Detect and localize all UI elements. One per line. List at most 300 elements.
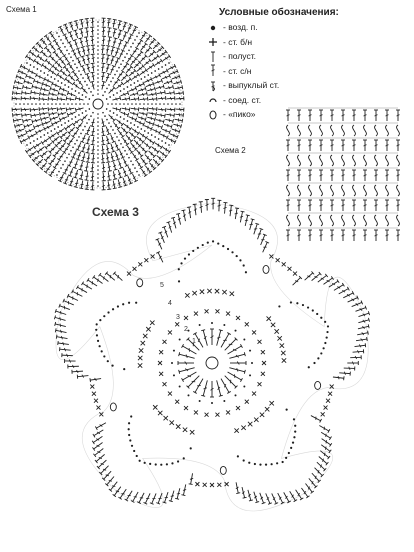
single-crochet-cross bbox=[222, 290, 226, 294]
gap-cross bbox=[151, 254, 155, 258]
scheme2-stitch bbox=[385, 140, 389, 151]
scheme1-stitch bbox=[118, 149, 125, 158]
petal-chain-dot bbox=[227, 248, 229, 250]
scheme2-stitch bbox=[363, 140, 367, 151]
petal-edge-stitch bbox=[156, 238, 164, 250]
scheme1-stitch bbox=[114, 151, 120, 160]
ring-cross bbox=[215, 413, 219, 417]
scheme1-stitch bbox=[165, 85, 174, 91]
scheme1-stitch bbox=[48, 97, 56, 102]
scheme1-stitch bbox=[139, 111, 148, 117]
scheme1-stitch bbox=[101, 18, 106, 26]
petal-chain-dot bbox=[166, 463, 168, 465]
petal-edge-stitch bbox=[276, 492, 285, 504]
scheme1-stitch bbox=[73, 160, 79, 169]
petal-edge-stitch bbox=[93, 428, 104, 437]
petal-chain-dot bbox=[101, 350, 103, 352]
scheme1-stitch bbox=[24, 79, 33, 85]
scheme1-stitch bbox=[80, 134, 87, 143]
gap-cross bbox=[127, 272, 131, 276]
scheme1-stitch bbox=[107, 86, 115, 94]
scheme2-stitch bbox=[297, 110, 301, 121]
petal-chain-dot bbox=[236, 255, 238, 257]
raised-stitch-icon bbox=[205, 79, 221, 92]
scheme1-stitch bbox=[154, 79, 163, 85]
scheme1-stitch bbox=[106, 28, 111, 37]
gap-cross bbox=[269, 254, 273, 258]
scheme1-stitch bbox=[63, 175, 70, 184]
scheme2-stitch bbox=[320, 125, 323, 136]
petal-edge-stitch bbox=[95, 421, 107, 430]
single-crochet-cross bbox=[146, 327, 150, 331]
scheme1-stitch bbox=[128, 115, 137, 122]
scheme1-stitch bbox=[30, 107, 38, 112]
scheme1-stitch bbox=[28, 132, 37, 139]
scheme2-stitch bbox=[330, 170, 334, 181]
gap-cross bbox=[94, 399, 98, 403]
scheme1-stitch bbox=[25, 55, 34, 63]
petal-chain-dot bbox=[237, 455, 239, 457]
petal-chain-dot bbox=[128, 302, 130, 304]
scheme1-stitch bbox=[85, 135, 91, 144]
scheme1-stitch bbox=[90, 27, 95, 35]
petal-edge-stitch bbox=[233, 208, 239, 219]
single-crochet-cross bbox=[267, 316, 271, 320]
scheme1-stitch bbox=[73, 169, 79, 178]
petal-chain-dot bbox=[312, 309, 314, 311]
petal-chain-dot bbox=[130, 415, 132, 417]
scheme1-stitch bbox=[85, 126, 91, 135]
petal-edge-stitch bbox=[347, 296, 359, 304]
petal-chain-dot bbox=[97, 340, 99, 342]
center-chain-dot bbox=[173, 350, 175, 352]
petal-chain-dot bbox=[133, 450, 135, 452]
center-chain-dot bbox=[179, 386, 181, 388]
scheme1-stitch bbox=[148, 111, 157, 116]
petal-chain-dot bbox=[99, 345, 101, 347]
petal-chain-dot bbox=[326, 331, 328, 333]
ring-cross bbox=[175, 322, 179, 326]
scheme1-stitch bbox=[12, 112, 20, 117]
scheme1-stitch bbox=[36, 128, 45, 135]
scheme1-stitch bbox=[109, 56, 115, 65]
scheme2-stitch bbox=[364, 185, 367, 196]
petal-chain-dot bbox=[231, 251, 233, 253]
petal-chain-dot bbox=[323, 347, 325, 349]
scheme1-stitch bbox=[29, 150, 38, 158]
scheme1-stitch bbox=[53, 39, 61, 48]
scheme1-diagram bbox=[8, 14, 188, 194]
petal-edge-stitch bbox=[189, 473, 195, 485]
scheme2-stitch bbox=[308, 110, 312, 121]
petal-chain-dot bbox=[324, 321, 326, 323]
petal-chain-dot bbox=[313, 362, 315, 364]
scheme1-stitch bbox=[76, 142, 83, 151]
petal-chain-dot bbox=[112, 308, 114, 310]
scheme1-stitch bbox=[24, 122, 33, 128]
scheme2-stitch bbox=[363, 110, 367, 121]
scheme1-stitch bbox=[139, 145, 147, 153]
scheme2-stitch bbox=[397, 155, 400, 166]
petal-edge-stitch bbox=[339, 371, 350, 376]
petal-edge-stitch bbox=[252, 223, 259, 235]
scheme1-stitch bbox=[71, 50, 78, 59]
petal-chain-dot bbox=[285, 457, 287, 459]
scheme2-stitch bbox=[386, 125, 389, 136]
petal-edge-stitch bbox=[310, 472, 320, 483]
petal-chain-dot bbox=[271, 463, 273, 465]
scheme1-stitch bbox=[68, 22, 74, 31]
petal-chain-dot bbox=[245, 271, 247, 273]
center-chain-dot bbox=[187, 394, 189, 396]
petal-edge-stitch bbox=[240, 487, 246, 499]
scheme1-stitch bbox=[126, 165, 133, 174]
scheme1-stitch bbox=[157, 90, 166, 95]
scheme1-stitch bbox=[146, 63, 155, 71]
scheme1-stitch bbox=[169, 132, 178, 139]
scheme1-stitch bbox=[67, 62, 75, 71]
scheme1-stitch bbox=[159, 132, 168, 139]
scheme2-stitch bbox=[385, 110, 389, 121]
scheme1-stitch bbox=[48, 106, 56, 111]
petal-chain-dot bbox=[123, 368, 125, 370]
scheme1-stitch bbox=[81, 153, 87, 162]
ring-cross bbox=[245, 400, 249, 404]
gap-cross bbox=[225, 482, 229, 486]
petal-edge-stitch bbox=[171, 217, 178, 229]
scheme1-stitch bbox=[36, 73, 45, 80]
scheme1-stitch bbox=[101, 36, 106, 44]
scheme1-stitch bbox=[13, 117, 22, 122]
petal-chain-dot bbox=[286, 409, 288, 411]
single-crochet-cross bbox=[139, 348, 143, 352]
petal-chain-dot bbox=[278, 305, 280, 307]
scheme1-stitch bbox=[81, 56, 87, 65]
scheme1-stitch bbox=[139, 92, 148, 98]
legend-row bbox=[205, 64, 410, 79]
ring-cross bbox=[261, 372, 265, 376]
petal-edge-stitch bbox=[187, 207, 193, 218]
single-crochet-cross bbox=[271, 323, 275, 327]
scheme2-stitch bbox=[353, 185, 356, 196]
scheme1-stitch bbox=[140, 106, 148, 111]
scheme1-stitch bbox=[137, 87, 146, 93]
petal-edge-stitch bbox=[156, 252, 164, 264]
petal-edge-stitch bbox=[56, 335, 68, 341]
petal-chain-dot bbox=[259, 464, 261, 466]
scheme1-stitch bbox=[101, 164, 106, 172]
scheme1-stitch bbox=[154, 59, 163, 67]
single-crochet-cross bbox=[185, 293, 189, 297]
scheme1-divider bbox=[97, 113, 99, 187]
petal-edge-stitch bbox=[159, 232, 167, 244]
scheme2-stitch bbox=[342, 155, 345, 166]
petal-edge-stitch bbox=[358, 324, 370, 330]
scheme1-stitch bbox=[149, 106, 157, 111]
legend-row bbox=[205, 78, 410, 93]
petal-chain-dot bbox=[95, 329, 97, 331]
scheme1-stitch bbox=[57, 97, 65, 102]
scheme1-stitch bbox=[28, 69, 37, 76]
scheme1-stitch bbox=[128, 86, 137, 93]
scheme1-stitch bbox=[49, 111, 58, 117]
scheme1-stitch bbox=[18, 132, 27, 139]
scheme1-stitch bbox=[135, 149, 143, 158]
scheme1-stitch bbox=[106, 172, 111, 181]
petal-edge-stitch bbox=[166, 222, 173, 234]
scheme1-stitch bbox=[31, 90, 40, 95]
scheme1-stitch bbox=[167, 107, 175, 112]
scheme1-stitch bbox=[60, 131, 69, 139]
scheme1-stitch bbox=[109, 65, 116, 74]
petal-edge-stitch bbox=[243, 215, 249, 227]
scheme2-stitch bbox=[320, 155, 323, 166]
scheme1-stitch bbox=[116, 179, 122, 188]
scheme1-stitch bbox=[139, 55, 147, 63]
petal-edge-stitch bbox=[175, 488, 182, 500]
scheme1-divider bbox=[15, 103, 89, 105]
scheme1-stitch bbox=[78, 161, 84, 170]
scheme1-divider bbox=[107, 103, 181, 105]
single-crochet-cross bbox=[234, 428, 238, 432]
scheme1-stitch bbox=[105, 154, 110, 163]
scheme1-stitch bbox=[39, 106, 47, 111]
scheme1-stitch bbox=[121, 167, 128, 176]
scheme1-stitch bbox=[169, 69, 178, 76]
scheme1-stitch bbox=[76, 151, 82, 160]
scheme2-stitch bbox=[331, 125, 334, 136]
petal-chain-dot bbox=[107, 311, 109, 313]
gap-cross bbox=[287, 267, 291, 271]
petal-chain-dot bbox=[131, 445, 133, 447]
scheme1-stitch bbox=[105, 46, 110, 55]
scheme1-stitch bbox=[137, 115, 146, 121]
scheme1-stitch bbox=[48, 43, 56, 52]
scheme1-stitch bbox=[100, 136, 105, 144]
scheme2-stitch bbox=[352, 170, 356, 181]
scheme1-stitch bbox=[71, 70, 79, 79]
scheme2-stitch bbox=[363, 170, 367, 181]
scheme1-stitch bbox=[68, 32, 75, 41]
scheme1-stitch bbox=[140, 97, 148, 102]
center-chain-dot bbox=[211, 402, 213, 404]
scheme1-stitch bbox=[85, 64, 91, 73]
center-chain-dot bbox=[199, 324, 201, 326]
petal-edge-stitch bbox=[109, 480, 119, 491]
scheme1-stitch bbox=[40, 115, 49, 121]
ring-cross bbox=[159, 350, 163, 354]
scheme1-stitch bbox=[101, 173, 106, 181]
scheme1-stitch bbox=[14, 80, 23, 86]
ring-cross bbox=[252, 330, 256, 334]
scheme1-stitch bbox=[116, 169, 122, 178]
scheme1-stitch bbox=[85, 18, 90, 26]
scheme1-stitch bbox=[39, 97, 47, 102]
petal-edge-stitch bbox=[102, 470, 112, 481]
petal-chain-dot bbox=[307, 306, 309, 308]
scheme2-stitch bbox=[353, 155, 356, 166]
scheme2-stitch bbox=[298, 155, 301, 166]
scheme1-stitch bbox=[162, 146, 171, 154]
single-crochet-cross bbox=[164, 416, 168, 420]
scheme1-stitch bbox=[109, 153, 115, 162]
scheme1-stitch bbox=[105, 145, 111, 154]
gap-cross bbox=[293, 272, 297, 276]
single-crochet-cross bbox=[170, 420, 174, 424]
scheme1-stitch bbox=[117, 129, 125, 138]
petal-edge-stitch bbox=[63, 299, 75, 307]
center-chain-dot bbox=[235, 394, 237, 396]
petal-edge-stitch bbox=[77, 374, 88, 379]
ring-cross bbox=[184, 406, 188, 410]
petal-chain-dot bbox=[324, 342, 326, 344]
petal-edge-stitch bbox=[248, 219, 255, 231]
petal-chain-dot bbox=[178, 268, 180, 270]
single-crochet-cross bbox=[153, 405, 157, 409]
petal-edge-stitch bbox=[55, 322, 67, 329]
petal-edge-stitch bbox=[258, 492, 266, 504]
scheme1-stitch bbox=[135, 160, 143, 169]
scheme1-stitch bbox=[126, 145, 134, 154]
center-stitch bbox=[201, 330, 209, 346]
scheme1-stitch bbox=[130, 106, 138, 111]
scheme1-stitch bbox=[50, 115, 59, 121]
scheme1-stitch bbox=[90, 18, 95, 26]
ring-cross bbox=[168, 392, 172, 396]
petal-chain-dot bbox=[136, 455, 138, 457]
scheme1-stitch bbox=[49, 55, 57, 63]
petal-edge-stitch bbox=[205, 199, 209, 210]
single-crochet-cross bbox=[275, 329, 279, 333]
scheme1-stitch bbox=[121, 32, 128, 41]
scheme1-stitch bbox=[53, 51, 61, 60]
scheme2-stitch bbox=[386, 185, 389, 196]
scheme1-stitch bbox=[71, 149, 78, 158]
petal-chain-dot bbox=[265, 464, 267, 466]
scheme2-stitch bbox=[375, 185, 378, 196]
scheme1-stitch bbox=[100, 54, 105, 62]
petal-chain-dot bbox=[192, 250, 194, 252]
scheme1-stitch bbox=[120, 110, 129, 116]
scheme2-stitch bbox=[385, 170, 389, 181]
petal-edge-stitch bbox=[350, 355, 361, 359]
ring-cross bbox=[175, 400, 179, 404]
scheme1-stitch bbox=[122, 158, 129, 167]
scheme1-stitch bbox=[22, 117, 31, 123]
scheme2-stitch bbox=[341, 140, 345, 151]
gap-cross bbox=[195, 482, 199, 486]
scheme1-stitch bbox=[90, 173, 95, 181]
scheme1-stitch bbox=[111, 28, 117, 37]
scheme1-stitch bbox=[59, 115, 68, 122]
scheme1-stitch bbox=[44, 46, 52, 55]
scheme2-stitch bbox=[342, 185, 345, 196]
scheme1-stitch bbox=[111, 180, 116, 189]
single-crochet-cross bbox=[265, 407, 269, 411]
gap-cross bbox=[321, 412, 325, 416]
petal-edge-stitch bbox=[238, 211, 244, 223]
scheme2-stitch bbox=[298, 125, 301, 136]
center-stitch bbox=[215, 380, 223, 396]
scheme1-stitch bbox=[52, 119, 61, 126]
scheme1-stitch bbox=[52, 135, 61, 143]
scheme1-stitch bbox=[131, 73, 140, 81]
gap-cross bbox=[326, 399, 330, 403]
scheme1-stitch bbox=[14, 122, 23, 128]
gap-cross bbox=[328, 392, 332, 396]
center-chain-dot bbox=[223, 400, 225, 402]
ring-cross bbox=[262, 361, 266, 365]
scheme1-stitch bbox=[136, 65, 145, 73]
gap-cross bbox=[282, 262, 286, 266]
scheme1-stitch bbox=[167, 137, 176, 144]
scheme1-stitch bbox=[100, 72, 105, 81]
petal-chain-dot bbox=[103, 315, 105, 317]
petal-chain-dot bbox=[128, 422, 130, 424]
scheme1-stitch bbox=[151, 54, 160, 62]
petal-edge-stitch bbox=[105, 475, 115, 486]
petal-chain-dot bbox=[188, 253, 190, 255]
petal-chain-dot bbox=[217, 242, 219, 244]
scheme1-stitch bbox=[42, 120, 51, 126]
center-chain-dot bbox=[235, 330, 237, 332]
scheme1-stitch bbox=[129, 91, 138, 97]
scheme1-stitch bbox=[155, 84, 164, 90]
scheme2-stitch bbox=[319, 110, 323, 121]
scheme1-stitch bbox=[121, 137, 129, 146]
scheme1-stitch bbox=[49, 31, 57, 40]
ring-cross bbox=[159, 372, 163, 376]
scheme1-stitch bbox=[49, 92, 58, 98]
ring-cross bbox=[194, 410, 198, 414]
scheme1-stitch bbox=[148, 92, 157, 97]
scheme1-stitch bbox=[40, 149, 49, 157]
petal-edge-stitch bbox=[288, 490, 297, 501]
ring-cross bbox=[258, 340, 262, 344]
scheme1-stitch bbox=[158, 107, 166, 112]
scheme2-stitch bbox=[353, 125, 356, 136]
scheme1-stitch bbox=[161, 74, 170, 81]
petal-edge-stitch bbox=[344, 366, 355, 370]
scheme1-stitch bbox=[66, 106, 75, 111]
scheme1-stitch bbox=[144, 165, 152, 174]
scheme1-stitch bbox=[105, 55, 111, 64]
single-crochet-cross bbox=[248, 422, 252, 426]
scheme1-stitch bbox=[31, 112, 40, 117]
scheme1-stitch bbox=[139, 157, 147, 166]
scheme1-stitch bbox=[125, 134, 133, 143]
petal-chain-dot bbox=[128, 428, 130, 430]
scheme1-stitch bbox=[113, 58, 120, 67]
scheme1-stitch bbox=[166, 112, 175, 117]
single-crochet-cross bbox=[282, 358, 286, 362]
scheme1-stitch bbox=[91, 63, 96, 71]
scheme1-stitch bbox=[162, 55, 171, 63]
scheme1-stitch bbox=[140, 168, 148, 177]
scheme1-stitch bbox=[57, 106, 65, 111]
ring-cross bbox=[215, 309, 219, 313]
scheme1-stitch bbox=[40, 92, 49, 97]
scheme1-stitch bbox=[30, 96, 38, 101]
center-chain-dot bbox=[249, 374, 251, 376]
scheme1-stitch bbox=[12, 91, 20, 96]
petal-chain-dot bbox=[282, 461, 284, 463]
petal-chain-dot bbox=[212, 240, 214, 242]
scheme1-stitch bbox=[73, 39, 79, 48]
scheme1-stitch bbox=[154, 123, 163, 129]
single-crochet-cross bbox=[215, 289, 219, 293]
petal-edge-stitch bbox=[328, 279, 339, 288]
